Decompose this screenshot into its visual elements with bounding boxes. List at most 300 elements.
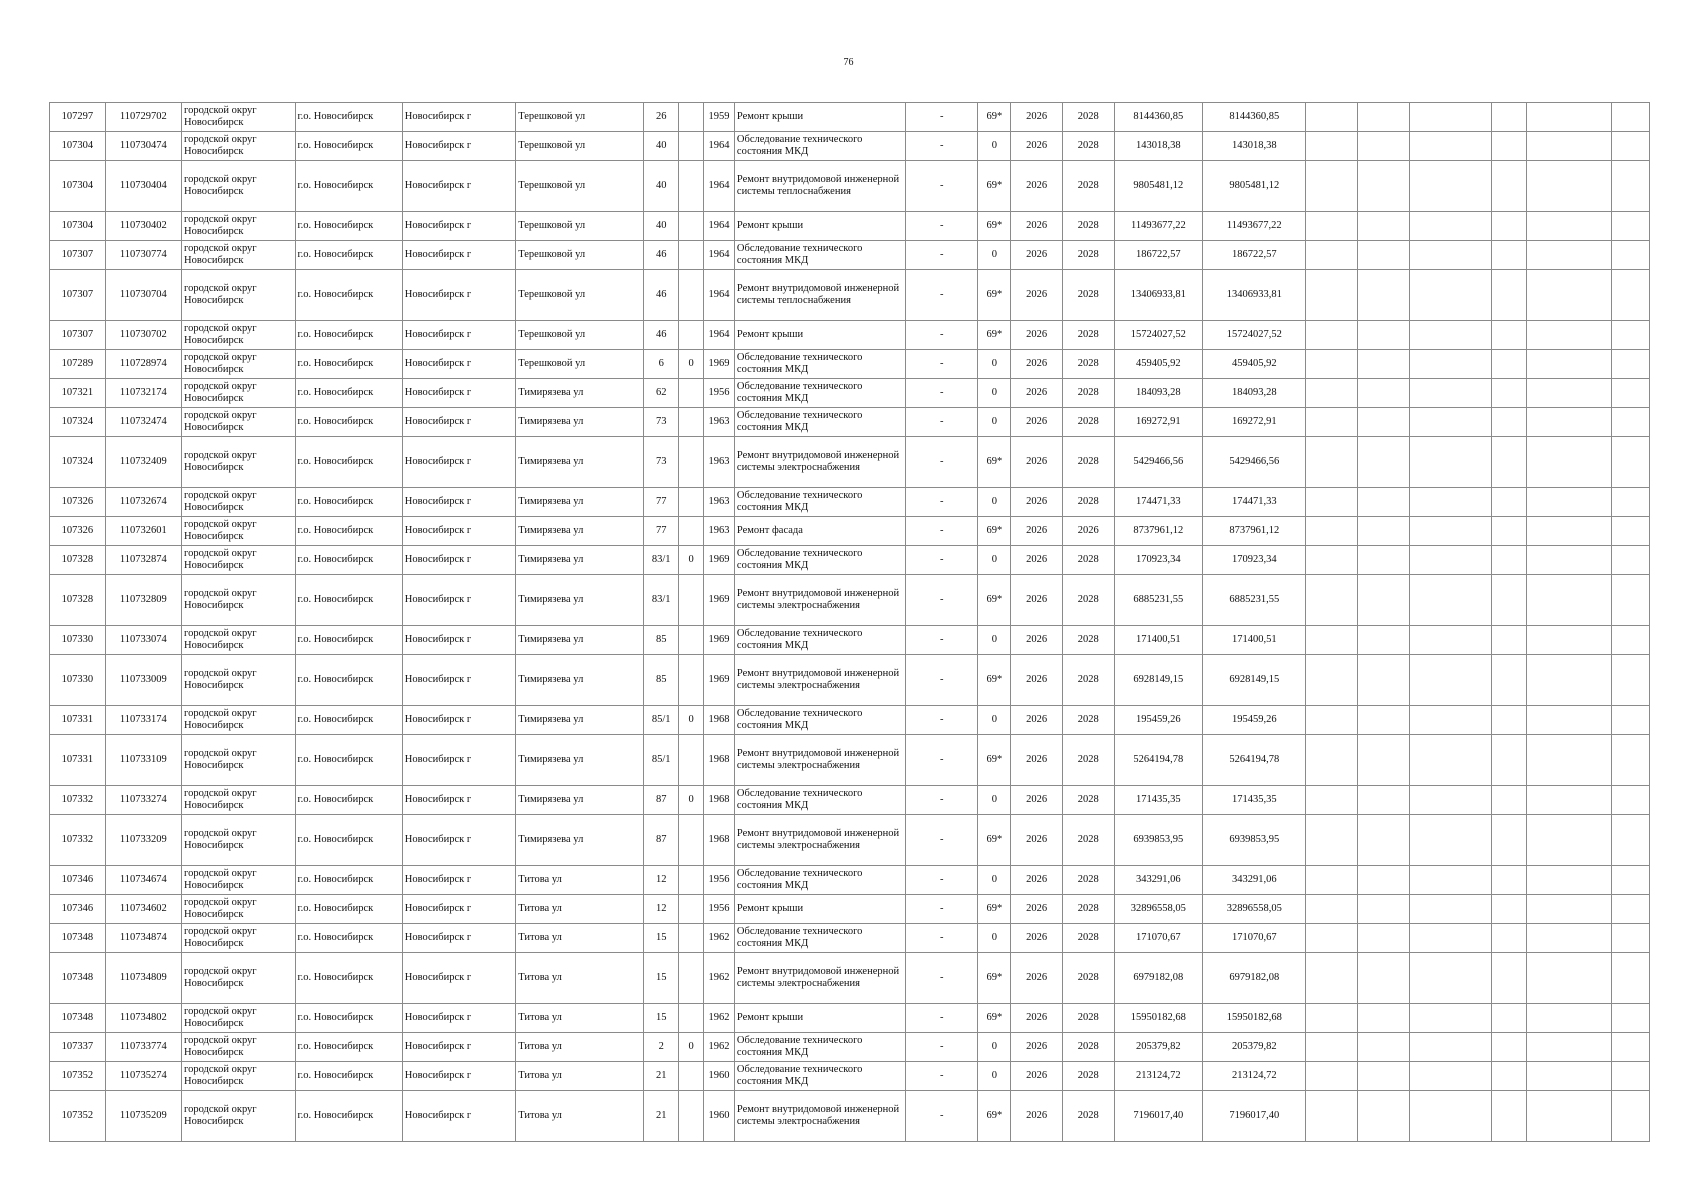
cell-work-type: Ремонт внутридомовой инженерной системы электроснабжения	[734, 815, 905, 866]
cell-municipality: городской округ Новосибирск	[182, 866, 295, 895]
capital-repair-table	[49, 102, 1650, 1142]
cell-district: г.о. Новосибирск	[295, 895, 402, 924]
cell-empty	[1492, 1091, 1527, 1142]
cell-dash: -	[906, 895, 978, 924]
cell-settlement: Новосибирск г	[402, 924, 515, 953]
cell-total: 6928149,15	[1203, 655, 1306, 706]
cell-year-start: 2026	[1011, 488, 1063, 517]
cell-empty	[1357, 270, 1409, 321]
cell-district: г.о. Новосибирск	[295, 953, 402, 1004]
cell-empty	[1306, 735, 1358, 786]
cell-dash: -	[906, 1004, 978, 1033]
cell-empty	[1306, 517, 1358, 546]
cell-year: 1968	[703, 786, 734, 815]
cell-street: Титова ул	[516, 1033, 644, 1062]
cell-municipality: городской округ Новосибирск	[182, 488, 295, 517]
cell-district: г.о. Новосибирск	[295, 437, 402, 488]
cell-total: 32896558,05	[1203, 895, 1306, 924]
cell-cost: 143018,38	[1114, 132, 1203, 161]
cell-cost: 5429466,56	[1114, 437, 1203, 488]
cell-id: 107332	[50, 786, 106, 815]
cell-house: 46	[644, 241, 679, 270]
cell-street: Тимирязева ул	[516, 437, 644, 488]
cell-empty	[1527, 350, 1612, 379]
cell-code: 110734802	[105, 1004, 181, 1033]
cell-empty	[1306, 321, 1358, 350]
cell-year-end: 2028	[1062, 786, 1114, 815]
cell-street: Титова ул	[516, 1004, 644, 1033]
cell-score: 69*	[978, 1004, 1011, 1033]
cell-empty	[1492, 655, 1527, 706]
cell-year: 1960	[703, 1091, 734, 1142]
cell-year-end: 2028	[1062, 132, 1114, 161]
cell-year-end: 2028	[1062, 488, 1114, 517]
cell-code: 110730702	[105, 321, 181, 350]
cell-building	[679, 866, 704, 895]
cell-empty	[1409, 350, 1492, 379]
cell-year-end: 2028	[1062, 161, 1114, 212]
cell-code: 110735274	[105, 1062, 181, 1091]
cell-settlement: Новосибирск г	[402, 1033, 515, 1062]
cell-empty	[1527, 866, 1612, 895]
cell-district: г.о. Новосибирск	[295, 1004, 402, 1033]
cell-empty	[1306, 408, 1358, 437]
cell-total: 6979182,08	[1203, 953, 1306, 1004]
cell-district: г.о. Новосибирск	[295, 408, 402, 437]
cell-street: Терешковой ул	[516, 161, 644, 212]
cell-empty	[1357, 321, 1409, 350]
cell-building	[679, 161, 704, 212]
cell-municipality: городской округ Новосибирск	[182, 1033, 295, 1062]
cell-dash: -	[906, 655, 978, 706]
cell-year: 1968	[703, 706, 734, 735]
cell-empty	[1409, 575, 1492, 626]
cell-empty	[1357, 815, 1409, 866]
cell-empty	[1357, 488, 1409, 517]
cell-empty	[1527, 706, 1612, 735]
cell-empty	[1357, 1062, 1409, 1091]
cell-empty	[1409, 103, 1492, 132]
cell-work-type: Обследование технического состояния МКД	[734, 786, 905, 815]
cell-empty	[1492, 546, 1527, 575]
cell-settlement: Новосибирск г	[402, 735, 515, 786]
cell-municipality: городской округ Новосибирск	[182, 103, 295, 132]
cell-empty	[1409, 735, 1492, 786]
cell-empty	[1409, 132, 1492, 161]
cell-year-end: 2028	[1062, 103, 1114, 132]
table-row	[50, 546, 1650, 575]
cell-year-end: 2028	[1062, 953, 1114, 1004]
cell-score: 69*	[978, 437, 1011, 488]
cell-year-end: 2028	[1062, 924, 1114, 953]
cell-cost: 13406933,81	[1114, 270, 1203, 321]
cell-code: 110732874	[105, 546, 181, 575]
cell-empty	[1611, 241, 1649, 270]
cell-dash: -	[906, 866, 978, 895]
cell-work-type: Ремонт внутридомовой инженерной системы электроснабжения	[734, 655, 905, 706]
cell-dash: -	[906, 161, 978, 212]
cell-empty	[1492, 1033, 1527, 1062]
cell-settlement: Новосибирск г	[402, 953, 515, 1004]
cell-year-start: 2026	[1011, 735, 1063, 786]
cell-total: 8144360,85	[1203, 103, 1306, 132]
cell-empty	[1409, 379, 1492, 408]
cell-municipality: городской округ Новосибирск	[182, 321, 295, 350]
cell-year: 1969	[703, 655, 734, 706]
cell-empty	[1409, 1091, 1492, 1142]
cell-dash: -	[906, 735, 978, 786]
cell-empty	[1492, 517, 1527, 546]
cell-empty	[1527, 546, 1612, 575]
cell-building	[679, 212, 704, 241]
cell-cost: 6979182,08	[1114, 953, 1203, 1004]
cell-building	[679, 132, 704, 161]
cell-total: 8737961,12	[1203, 517, 1306, 546]
cell-year-start: 2026	[1011, 575, 1063, 626]
cell-empty	[1306, 786, 1358, 815]
cell-cost: 184093,28	[1114, 379, 1203, 408]
cell-municipality: городской округ Новосибирск	[182, 517, 295, 546]
cell-code: 110734874	[105, 924, 181, 953]
table-row	[50, 350, 1650, 379]
cell-empty	[1611, 786, 1649, 815]
cell-empty	[1492, 350, 1527, 379]
cell-cost: 213124,72	[1114, 1062, 1203, 1091]
cell-empty	[1492, 786, 1527, 815]
cell-building	[679, 1091, 704, 1142]
cell-settlement: Новосибирск г	[402, 437, 515, 488]
cell-code: 110729702	[105, 103, 181, 132]
cell-cost: 205379,82	[1114, 1033, 1203, 1062]
cell-year-end: 2026	[1062, 517, 1114, 546]
cell-id: 107304	[50, 161, 106, 212]
cell-empty	[1527, 735, 1612, 786]
cell-dash: -	[906, 626, 978, 655]
cell-cost: 195459,26	[1114, 706, 1203, 735]
cell-year-end: 2028	[1062, 1062, 1114, 1091]
cell-year: 1968	[703, 735, 734, 786]
cell-empty	[1611, 575, 1649, 626]
cell-score: 69*	[978, 735, 1011, 786]
cell-id: 107331	[50, 735, 106, 786]
cell-dash: -	[906, 270, 978, 321]
cell-empty	[1306, 1062, 1358, 1091]
cell-code: 110733074	[105, 626, 181, 655]
cell-work-type: Обследование технического состояния МКД	[734, 1062, 905, 1091]
cell-id: 107304	[50, 132, 106, 161]
cell-street: Тимирязева ул	[516, 546, 644, 575]
cell-id: 107304	[50, 212, 106, 241]
cell-empty	[1611, 815, 1649, 866]
cell-empty	[1306, 1004, 1358, 1033]
cell-street: Тимирязева ул	[516, 408, 644, 437]
cell-year-end: 2028	[1062, 408, 1114, 437]
table-row	[50, 379, 1650, 408]
cell-municipality: городской округ Новосибирск	[182, 706, 295, 735]
cell-dash: -	[906, 488, 978, 517]
cell-total: 5264194,78	[1203, 735, 1306, 786]
cell-house: 26	[644, 103, 679, 132]
cell-year: 1969	[703, 350, 734, 379]
cell-street: Терешковой ул	[516, 132, 644, 161]
cell-empty	[1357, 866, 1409, 895]
cell-empty	[1611, 1033, 1649, 1062]
cell-municipality: городской округ Новосибирск	[182, 212, 295, 241]
cell-total: 169272,91	[1203, 408, 1306, 437]
cell-street: Тимирязева ул	[516, 655, 644, 706]
cell-id: 107348	[50, 924, 106, 953]
cell-dash: -	[906, 321, 978, 350]
cell-cost: 5264194,78	[1114, 735, 1203, 786]
cell-work-type: Ремонт крыши	[734, 212, 905, 241]
cell-empty	[1357, 132, 1409, 161]
cell-empty	[1611, 1091, 1649, 1142]
cell-year-end: 2028	[1062, 895, 1114, 924]
cell-work-type: Ремонт крыши	[734, 103, 905, 132]
cell-id: 107346	[50, 866, 106, 895]
cell-house: 40	[644, 212, 679, 241]
cell-dash: -	[906, 786, 978, 815]
cell-empty	[1306, 488, 1358, 517]
cell-total: 195459,26	[1203, 706, 1306, 735]
cell-house: 62	[644, 379, 679, 408]
cell-empty	[1409, 924, 1492, 953]
cell-cost: 32896558,05	[1114, 895, 1203, 924]
cell-year-start: 2026	[1011, 626, 1063, 655]
cell-score: 69*	[978, 103, 1011, 132]
cell-year-start: 2026	[1011, 953, 1063, 1004]
cell-building	[679, 1004, 704, 1033]
cell-work-type: Обследование технического состояния МКД	[734, 866, 905, 895]
cell-building	[679, 379, 704, 408]
cell-code: 110733274	[105, 786, 181, 815]
cell-empty	[1527, 103, 1612, 132]
cell-year: 1959	[703, 103, 734, 132]
cell-street: Терешковой ул	[516, 350, 644, 379]
cell-settlement: Новосибирск г	[402, 103, 515, 132]
cell-building	[679, 895, 704, 924]
table-row	[50, 488, 1650, 517]
cell-settlement: Новосибирск г	[402, 161, 515, 212]
cell-street: Титова ул	[516, 866, 644, 895]
cell-empty	[1306, 866, 1358, 895]
cell-settlement: Новосибирск г	[402, 212, 515, 241]
cell-total: 6885231,55	[1203, 575, 1306, 626]
cell-work-type: Обследование технического состояния МКД	[734, 626, 905, 655]
cell-municipality: городской округ Новосибирск	[182, 350, 295, 379]
cell-dash: -	[906, 1062, 978, 1091]
cell-empty	[1492, 103, 1527, 132]
cell-code: 110732174	[105, 379, 181, 408]
cell-total: 174471,33	[1203, 488, 1306, 517]
table-row	[50, 866, 1650, 895]
cell-score: 0	[978, 350, 1011, 379]
cell-dash: -	[906, 953, 978, 1004]
cell-id: 107307	[50, 270, 106, 321]
cell-street: Тимирязева ул	[516, 488, 644, 517]
cell-cost: 6928149,15	[1114, 655, 1203, 706]
cell-district: г.о. Новосибирск	[295, 1062, 402, 1091]
cell-empty	[1357, 924, 1409, 953]
cell-score: 0	[978, 408, 1011, 437]
cell-building	[679, 815, 704, 866]
cell-empty	[1611, 953, 1649, 1004]
cell-year: 1964	[703, 212, 734, 241]
cell-empty	[1409, 895, 1492, 924]
cell-empty	[1527, 1004, 1612, 1033]
table-row	[50, 626, 1650, 655]
cell-year-end: 2028	[1062, 241, 1114, 270]
cell-empty	[1306, 1033, 1358, 1062]
cell-empty	[1306, 924, 1358, 953]
table-row	[50, 735, 1650, 786]
cell-total: 13406933,81	[1203, 270, 1306, 321]
cell-empty	[1611, 895, 1649, 924]
cell-building	[679, 103, 704, 132]
cell-work-type: Обследование технического состояния МКД	[734, 408, 905, 437]
cell-dash: -	[906, 815, 978, 866]
cell-code: 110734674	[105, 866, 181, 895]
cell-work-type: Ремонт внутридомовой инженерной системы электроснабжения	[734, 1091, 905, 1142]
cell-district: г.о. Новосибирск	[295, 655, 402, 706]
cell-municipality: городской округ Новосибирск	[182, 786, 295, 815]
cell-district: г.о. Новосибирск	[295, 1091, 402, 1142]
cell-street: Тимирязева ул	[516, 815, 644, 866]
cell-empty	[1357, 161, 1409, 212]
cell-settlement: Новосибирск г	[402, 379, 515, 408]
cell-year: 1963	[703, 408, 734, 437]
cell-empty	[1492, 437, 1527, 488]
cell-score: 69*	[978, 321, 1011, 350]
cell-empty	[1306, 575, 1358, 626]
cell-score: 69*	[978, 270, 1011, 321]
cell-year-end: 2028	[1062, 350, 1114, 379]
cell-empty	[1611, 321, 1649, 350]
cell-district: г.о. Новосибирск	[295, 626, 402, 655]
cell-empty	[1492, 321, 1527, 350]
cell-empty	[1492, 1004, 1527, 1033]
cell-empty	[1409, 786, 1492, 815]
cell-work-type: Обследование технического состояния МКД	[734, 706, 905, 735]
cell-year-start: 2026	[1011, 517, 1063, 546]
table-row	[50, 655, 1650, 706]
cell-empty	[1357, 212, 1409, 241]
cell-score: 69*	[978, 212, 1011, 241]
cell-settlement: Новосибирск г	[402, 321, 515, 350]
cell-street: Тимирязева ул	[516, 575, 644, 626]
cell-year: 1964	[703, 161, 734, 212]
cell-cost: 8737961,12	[1114, 517, 1203, 546]
table-row	[50, 321, 1650, 350]
cell-work-type: Обследование технического состояния МКД	[734, 379, 905, 408]
cell-district: г.о. Новосибирск	[295, 546, 402, 575]
cell-settlement: Новосибирск г	[402, 706, 515, 735]
cell-street: Тимирязева ул	[516, 517, 644, 546]
cell-empty	[1611, 161, 1649, 212]
cell-house: 21	[644, 1091, 679, 1142]
cell-id: 107346	[50, 895, 106, 924]
cell-year: 1969	[703, 626, 734, 655]
table-row	[50, 437, 1650, 488]
cell-house: 85/1	[644, 735, 679, 786]
cell-dash: -	[906, 1091, 978, 1142]
cell-empty	[1409, 953, 1492, 1004]
cell-id: 107321	[50, 379, 106, 408]
cell-house: 73	[644, 437, 679, 488]
cell-code: 110733109	[105, 735, 181, 786]
cell-id: 107297	[50, 103, 106, 132]
cell-building	[679, 626, 704, 655]
cell-id: 107326	[50, 517, 106, 546]
cell-year: 1963	[703, 488, 734, 517]
cell-building	[679, 924, 704, 953]
cell-settlement: Новосибирск г	[402, 1062, 515, 1091]
cell-empty	[1306, 706, 1358, 735]
cell-year-start: 2026	[1011, 1033, 1063, 1062]
cell-building: 0	[679, 546, 704, 575]
cell-dash: -	[906, 241, 978, 270]
cell-cost: 170923,34	[1114, 546, 1203, 575]
cell-municipality: городской округ Новосибирск	[182, 161, 295, 212]
table-row	[50, 924, 1650, 953]
cell-id: 107352	[50, 1062, 106, 1091]
cell-district: г.о. Новосибирск	[295, 575, 402, 626]
cell-dash: -	[906, 546, 978, 575]
cell-building: 0	[679, 786, 704, 815]
cell-street: Терешковой ул	[516, 241, 644, 270]
cell-settlement: Новосибирск г	[402, 655, 515, 706]
cell-code: 110735209	[105, 1091, 181, 1142]
cell-building: 0	[679, 706, 704, 735]
cell-year-end: 2028	[1062, 575, 1114, 626]
cell-id: 107324	[50, 408, 106, 437]
cell-empty	[1492, 212, 1527, 241]
cell-dash: -	[906, 408, 978, 437]
cell-code: 110730774	[105, 241, 181, 270]
cell-work-type: Ремонт фасада	[734, 517, 905, 546]
cell-empty	[1527, 655, 1612, 706]
table-row	[50, 408, 1650, 437]
table-row	[50, 1091, 1650, 1142]
cell-empty	[1357, 626, 1409, 655]
cell-empty	[1527, 1033, 1612, 1062]
table-row	[50, 1062, 1650, 1091]
cell-dash: -	[906, 350, 978, 379]
cell-street: Титова ул	[516, 953, 644, 1004]
cell-municipality: городской округ Новосибирск	[182, 895, 295, 924]
cell-empty	[1306, 546, 1358, 575]
cell-year: 1964	[703, 270, 734, 321]
cell-cost: 7196017,40	[1114, 1091, 1203, 1142]
cell-empty	[1492, 1062, 1527, 1091]
cell-dash: -	[906, 575, 978, 626]
cell-year: 1962	[703, 1004, 734, 1033]
cell-code: 110730704	[105, 270, 181, 321]
cell-building	[679, 488, 704, 517]
cell-municipality: городской округ Новосибирск	[182, 575, 295, 626]
cell-building	[679, 655, 704, 706]
cell-empty	[1357, 1091, 1409, 1142]
cell-district: г.о. Новосибирск	[295, 132, 402, 161]
cell-year: 1956	[703, 866, 734, 895]
cell-building	[679, 408, 704, 437]
cell-empty	[1409, 241, 1492, 270]
cell-empty	[1492, 270, 1527, 321]
cell-id: 107289	[50, 350, 106, 379]
cell-empty	[1409, 655, 1492, 706]
cell-district: г.о. Новосибирск	[295, 270, 402, 321]
cell-id: 107330	[50, 626, 106, 655]
